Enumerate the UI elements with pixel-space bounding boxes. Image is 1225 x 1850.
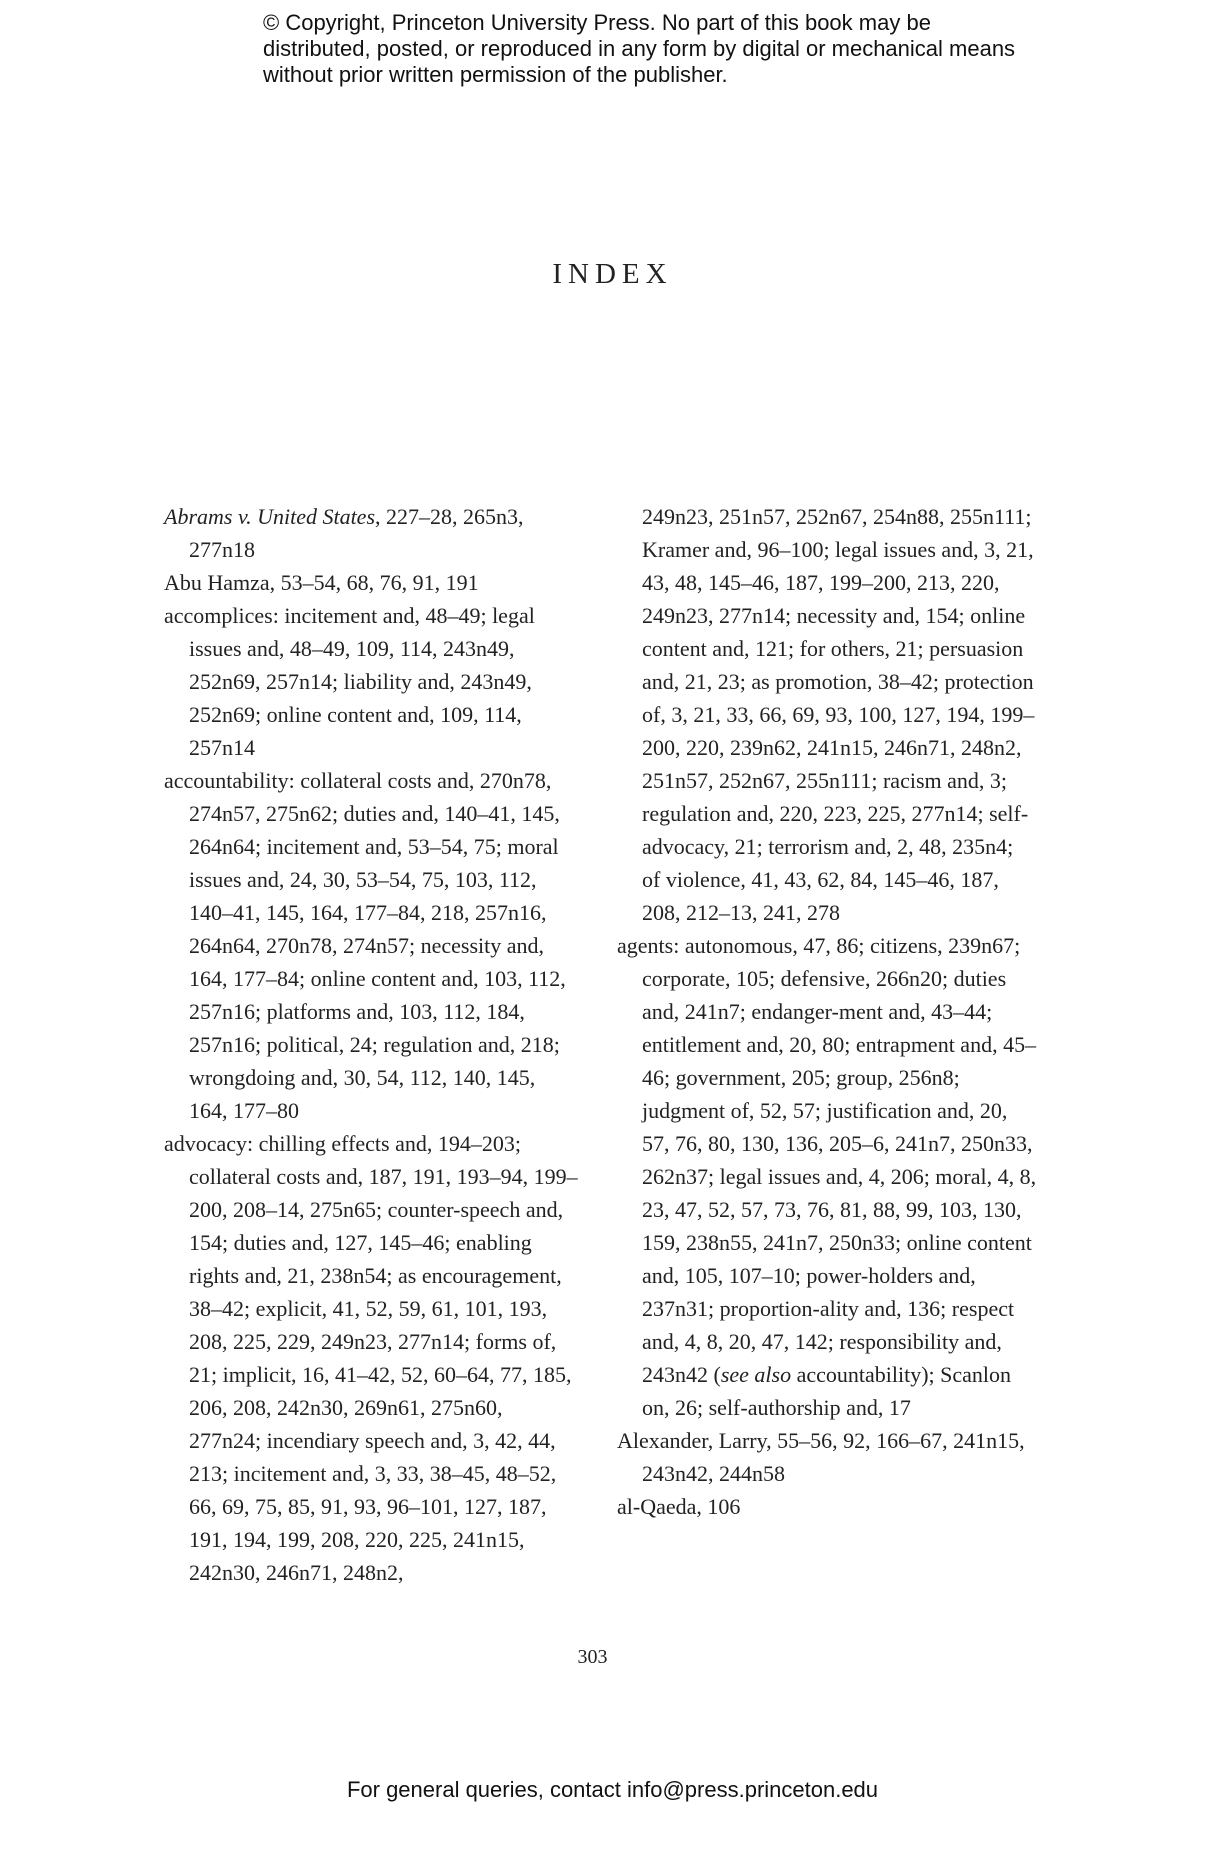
index-entry-advocacy: advocacy: chilling effects and, 194–203; collateral costs and, 187, 191, 193–94, 199–200, 208–14, 275n65; counter-speech and, 154; duties and, 127, 145–46; enabling rights and, 21, 238n54; as encouragement, 38–42; explicit, 41, 52, 59, 61, 101, 193, 208, 225, 229, 249n23, 277n14; forms of, 21; implicit, 16, 41–42, 52, 60–64, 77, 185, 206, 208, 242n30, 269n61, 275n60, 277n24; incendiary speech and, 3, 42, 44, 213; incitement and, 3, 33, 38–45, 48–52, 66, 69, 75, 85, 91, 93, 96–101, 127, 187, 191, 194, 199, 208, 220, 225, 241n15, 242n30, 246n71, 248n2, (164, 1131, 578, 1585)
footer-contact: For general queries, contact info@press.princeton.edu (346, 1777, 879, 1802)
index-entry-agents (617, 929, 1037, 1424)
page-title: INDEX (552, 258, 673, 290)
index-entry-abu-hamza: Abu Hamza, 53–54, 68, 76, 91, 191 (164, 570, 479, 595)
index-column-left (164, 500, 579, 1589)
index-column-right (617, 500, 1037, 1523)
index-entry-alexander: Alexander, Larry, 55–56, 92, 166–67, 241n15, 243n42, 244n58 (617, 1428, 1025, 1486)
entry-text: agents: autonomous, 47, 86; citizens, 239n67; corporate, 105; defensive, 266n20; duties and, 241n7; endanger-ment and, 43–44; entitlement and, 20, 80; entrapment and, 45–46; government, 205; group, 256n8; judgment of, 52, 57; justification and, 20, 57, 76, 80, 130, 136, 205–6, 241n7, 250n33, 262n37; legal issues and, 4, 206; moral, 4, 8, 23, 47, 52, 57, 73, 76, 81, 88, 99, 103, 130, 159, 238n55, 241n7, 250n33; online content and, 105, 107–10; power-holders and, 237n31; proportion-ality and, 136; respect and, 4, 8, 20, 47, 142; responsibility and, 243n42 ( (617, 933, 1037, 1387)
entry-text-end: accountability); Scanlon on, 26; self-authorship and, 17 (642, 1362, 1012, 1420)
case-name: Abrams v. United States (164, 504, 376, 529)
index-entry-accountability: accountability: collateral costs and, 270n78, 274n57, 275n62; duties and, 140–41, 145, 264n64; incitement and, 53–54, 75; moral issues and, 24, 30, 53–54, 75, 103, 112, 140–41, 145, 164, 177–84, 218, 257n16, 264n64, 270n78, 274n57; necessity and, 164, 177–84; online content and, 103, 112, 257n16; platforms and, 103, 112, 184, 257n16; political, 24; regulation and, 218; wrongdoing and, 30, 54, 112, 140, 145, 164, 177–80 (164, 768, 566, 1123)
index-entry-al-qaeda: al-Qaeda, 106 (617, 1494, 741, 1519)
index-entry-accomplices: accomplices: incitement and, 48–49; legal issues and, 48–49, 109, 114, 243n49, 252n69, 257n14; liability and, 243n49, 252n69; online content and, 109, 114, 257n14 (164, 603, 535, 760)
copyright-notice: © Copyright, Princeton University Press. No part of this book may be distributed, posted, or reproduced in any form by digital or mechanical means without prior written permission of the publisher. (263, 10, 1016, 87)
cross-reference: see also (720, 1362, 792, 1387)
entry-pages: , 227–28, 265n3, 277n18 (189, 504, 524, 562)
index-entry-advocacy-continued: 249n23, 251n57, 252n67, 254n88, 255n111; Kramer and, 96–100; legal issues and, 3, 21, 43, 48, 145–46, 187, 199–200, 213, 220, 249n23, 277n14; necessity and, 154; online content and, 121; for others, 21; persuasion and, 21, 23; as promotion, 38–42; protection of, 3, 21, 33, 66, 69, 93, 100, 127, 194, 199–200, 220, 239n62, 241n15, 246n71, 248n2, 251n57, 252n67, 255n111; racism and, 3; regulation and, 220, 223, 225, 277n14; self-advocacy, 21; terrorism and, 2, 48, 235n4; of violence, 41, 43, 62, 84, 145–46, 187, 208, 212–13, 241, 278 (642, 504, 1035, 925)
index-entry-abrams (164, 500, 579, 566)
page-number: 303 (577, 1646, 608, 1668)
